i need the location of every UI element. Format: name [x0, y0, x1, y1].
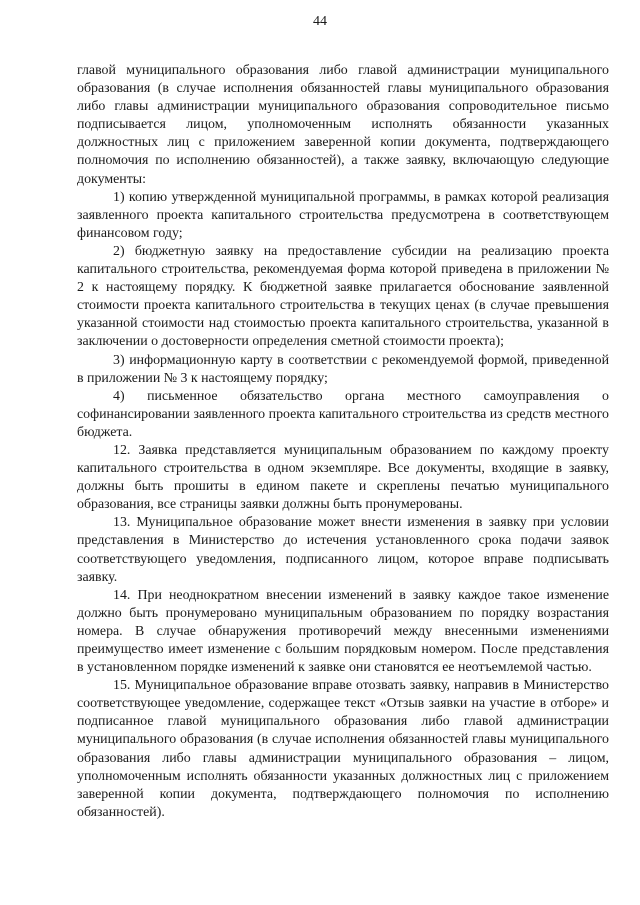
paragraph-item-1: 1) копию утвержденной муниципальной программы, в рамках которой реализация заявленного проекта капитального строительства предусмотрена в соответствующем финансовом году; [77, 189, 609, 241]
paragraph-clause-12: 12. Заявка представляется муниципальным образованием по каждому проекту капитального строительства в одном экземпляре. Все документы, входящие в заявку, должны быть прошиты в едином пакете и скреплены печатью муниципального образования, все страницы заявки должны быть пронумерованы. [77, 442, 609, 513]
paragraph-clause-13: 13. Муниципальное образование может внести изменения в заявку при условии представления в Министерство до истечения установленного срока подачи заявок соответствующего уведомления, подписанного лицом, которое вправе подписывать заявку. [77, 515, 609, 585]
document-body [77, 62, 609, 822]
paragraph-item-3: 3) информационную карту в соответствии с рекомендуемой формой, приведенной в приложении № 3 к настоящему порядку; [77, 352, 609, 386]
paragraph-clause-14: 14. При неоднократном внесении изменений в заявку каждое такое изменение должно быть пронумеровано муниципальным образованием по порядку возрастания номера. В случае обнаружения противоречий между внесенными изменениями преимущество имеет изменение с большим порядковым номером. После представления в установленном порядке изменений к заявке они становятся ее неотъемлемой частью. [77, 587, 609, 676]
paragraph-item-4: 4) письменное обязательство органа местного самоуправления о софинансировании заявленного проекта капитального строительства из средств местного бюджета. [77, 388, 609, 440]
paragraph-item-2: 2) бюджетную заявку на предоставление субсидии на реализацию проекта капитального строительства, рекомендуемая форма которой приведена в приложении № 2 к настоящему порядку. К бюджетной заявке прилагается обоснование заявленной стоимости проекта капитального строительства в текущих ценах (в случае превышения указанной стоимости над стоимостью проекта капитального строительства, указанной в заключении о достоверности определения сметной стоимости проекта); [77, 243, 609, 350]
paragraph-continuation: главой муниципального образования либо главой администрации муниципального образования (в случае исполнения обязанностей главы муниципального образования либо главы администрации муниципального образования сопроводительное письмо подписывается лицом, уполномоченным исполнять обязанности указанных должностных лиц с приложением заверенной копии документа, подтверждающего полномочия по исполнению обязанностей), а также заявку, включающую следующие документы: [77, 63, 609, 187]
page-number: 44 [313, 14, 327, 29]
paragraph-clause-15: 15. Муниципальное образование вправе отозвать заявку, направив в Министерство соответствующее уведомление, содержащее текст «Отзыв заявки на участие в отборе» и подписанное главой муниципального образования либо главой администрации муниципального образования (в случае исполнения обязанностей главы муниципального образования либо главы администрации муниципального образования – лицом, уполномоченным исполнять обязанности указанных должностных лиц с приложением заверенной копии документа, подтверждающего полномочия по исполнению обязанностей). [77, 678, 609, 820]
